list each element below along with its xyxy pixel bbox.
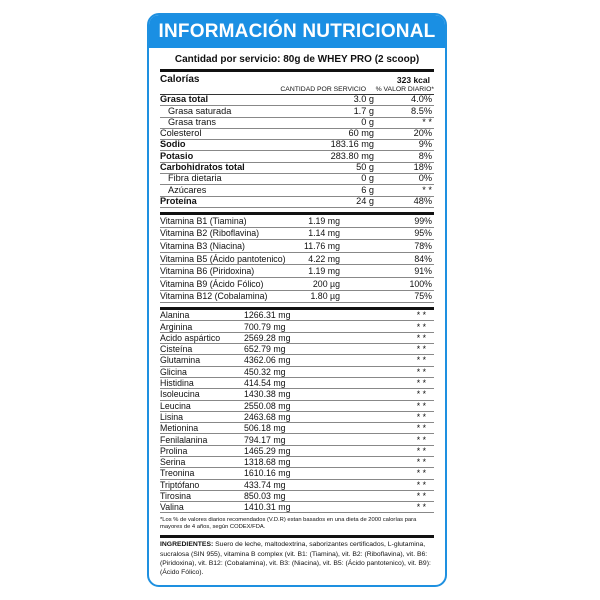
ingredients [160, 535, 434, 577]
aminoacid-row-amount: 450.32 mg [244, 366, 286, 377]
vitamin-row-dv: 84% [414, 253, 432, 264]
aminoacid-row [160, 333, 434, 344]
aminoacid-row-name: Leucina [160, 400, 191, 411]
aminoacid-row-dv: * * [416, 310, 426, 321]
aminoacid-row-amount: 2569.28 mg [244, 332, 291, 343]
nutrient-row-amount: 24 g [356, 195, 374, 206]
aminoacid-row-amount: 2463.68 mg [244, 411, 291, 422]
aminoacid-row-amount: 700.79 mg [244, 321, 286, 332]
vitamin-row-amount: 11.76 mg [303, 240, 340, 251]
nutrient-row-dv: 8% [418, 150, 432, 161]
nutrient-row-amount: 1.7 g [353, 105, 374, 116]
serving-size: Cantidad por servicio: 80g de WHEY PRO (2 scoop) [174, 54, 420, 65]
vitamin-row-name: Vitamina B3 (Niacina) [160, 240, 245, 251]
aminoacid-row [160, 378, 434, 389]
aminoacid-row [160, 401, 434, 412]
aminoacid-row-name: Arginina [160, 321, 193, 332]
aminoacid-row-dv: * * [416, 434, 426, 445]
nutrient-row-dv: 8.5% [411, 105, 432, 116]
aminoacid-row-name: Lisina [160, 411, 183, 422]
aminoacid-row-name: Acido aspártico [160, 332, 221, 343]
aminoacid-row-amount: 652.79 mg [244, 344, 286, 355]
nutrient-row [160, 174, 434, 185]
ingredients-text: Suero de leche, maltodextrina, saborizantes certificados, L-glutamina, sucralosa (SIN 955), vitamina B complex (vit. B1: (Tiamina), vit. B2: (Riboflavina), vit. B6: (Piridoxina), vit. B12: (Cobalamina), vit. B3: (Niacina), vit. B5: (Ácido pantotenico), vit. B9): (Ácido Fólico). [160, 541, 431, 577]
aminoacid-row-name: Fenilalanina [160, 434, 208, 445]
aminoacid-row [160, 468, 434, 479]
aminoacids-table [160, 310, 434, 513]
aminoacid-row-amount: 1318.68 mg [244, 457, 291, 468]
dv-column-header: % VALOR DIARIO* [375, 86, 434, 93]
nutrient-row-dv: 9% [418, 139, 432, 150]
aminoacid-row-amount: 506.18 mg [244, 423, 286, 434]
nutrient-row-amount: 50 g [356, 162, 374, 173]
aminoacid-row-amount: 1410.31 mg [244, 502, 291, 513]
nutrient-row [160, 129, 434, 140]
vitamin-row-dv: 91% [414, 266, 432, 277]
aminoacid-row-dv: * * [416, 355, 426, 366]
aminoacid-row-dv: * * [416, 423, 426, 434]
vitamin-row-amount: 4.22 mg [308, 253, 340, 264]
aminoacid-row-dv: * * [416, 366, 426, 377]
aminoacid-row-name: Metionina [160, 423, 199, 434]
vitamin-row [160, 240, 434, 253]
aminoacid-row-amount: 4362.06 mg [244, 355, 291, 366]
nutrient-row-dv: 4.0% [411, 94, 432, 105]
nutrient-row [160, 118, 434, 129]
nutrient-row-amount: 6 g [361, 184, 374, 195]
aminoacid-row [160, 457, 434, 468]
nutrient-row-name: Carbohidratos total [160, 162, 245, 173]
aminoacid-row-dv: * * [416, 445, 426, 456]
aminoacid-row-dv: * * [416, 468, 426, 479]
vitamin-row [160, 265, 434, 278]
nutrient-row-dv: * * [422, 184, 432, 195]
nutrient-row-name: Grasa total [160, 94, 208, 105]
aminoacid-row-name: Triptófano [160, 479, 200, 490]
vitamin-row-dv: 78% [414, 240, 432, 251]
vitamin-row-amount: 1.14 mg [308, 228, 340, 239]
aminoacid-row-name: Glutamina [160, 355, 201, 366]
nutrient-row [160, 163, 434, 174]
aminoacid-row-amount: 794.17 mg [244, 434, 286, 445]
aminoacid-row-amount: 1266.31 mg [244, 310, 291, 321]
vitamin-row-name: Vitamina B6 (Piridoxina) [160, 266, 255, 277]
vitamin-row-dv: 95% [414, 228, 432, 239]
aminoacid-row [160, 423, 434, 434]
aminoacid-row-name: Cisteína [160, 344, 193, 355]
aminoacid-row-dv: * * [416, 321, 426, 332]
aminoacid-row [160, 355, 434, 366]
vitamin-row-name: Vitamina B5 (Ácido pantotenico) [160, 253, 286, 264]
aminoacid-row [160, 310, 434, 321]
aminoacid-row [160, 480, 434, 491]
nutrient-row-amount: 60 mg [348, 128, 374, 139]
aminoacid-row [160, 446, 434, 457]
aminoacid-row-name: Prolina [160, 445, 188, 456]
nutrient-row-name: Azúcares [168, 184, 207, 195]
aminoacid-row-amount: 433.74 mg [244, 479, 286, 490]
nutrition-panel [160, 69, 434, 577]
aminoacid-row-name: Treonina [160, 468, 195, 479]
aminoacid-row [160, 367, 434, 378]
vitamin-row-amount: 1.19 mg [308, 215, 340, 226]
nutrient-row-dv: 18% [413, 162, 432, 173]
nutrient-row-dv: 0% [418, 173, 432, 184]
aminoacid-row-amount: 2550.08 mg [244, 400, 291, 411]
aminoacid-row-dv: * * [416, 479, 426, 490]
aminoacid-row [160, 412, 434, 423]
nutrient-row-amount: 3.0 g [353, 94, 374, 105]
aminoacid-row-dv: * * [416, 332, 426, 343]
aminoacid-row-name: Tirosina [160, 491, 191, 502]
nutrient-row [160, 140, 434, 151]
vitamin-row [160, 228, 434, 241]
nutrient-row-amount: 183.16 mg [330, 139, 374, 150]
vitamin-row [160, 278, 434, 291]
vitamin-row-name: Vitamina B12 (Cobalamina) [160, 291, 268, 302]
nutrition-label [147, 13, 447, 587]
vitamin-row-dv: 75% [414, 291, 432, 302]
nutrient-row-dv: 48% [413, 195, 432, 206]
aminoacid-row-amount: 850.03 mg [244, 491, 286, 502]
aminoacid-row-dv: * * [416, 389, 426, 400]
vitamin-row-dv: 99% [414, 215, 432, 226]
aminoacid-row-name: Valina [160, 502, 184, 513]
nutrient-row-name: Grasa trans [168, 116, 216, 127]
nutrient-row-amount: 0 g [361, 173, 374, 184]
nutrient-row-name: Proteína [160, 195, 197, 206]
vitamin-row-name: Vitamina B9 (Ácido Fólico) [160, 278, 264, 289]
vitamin-row-dv: 100% [409, 278, 432, 289]
nutrient-row-dv: 20% [413, 128, 432, 139]
nutrient-row [160, 185, 434, 196]
aminoacid-row-dv: * * [416, 411, 426, 422]
nutrient-row-amount: 283.80 mg [330, 150, 374, 161]
aminoacid-row [160, 502, 434, 513]
vitamin-row-amount: 1.80 µg [310, 291, 340, 302]
aminoacid-row-amount: 414.54 mg [244, 378, 286, 389]
vitamin-row-amount: 200 µg [312, 278, 340, 289]
vitamins-table [160, 215, 434, 303]
aminoacid-row-amount: 1430.38 mg [244, 389, 291, 400]
vitamin-row [160, 291, 434, 304]
aminoacid-row-dv: * * [416, 344, 426, 355]
vitamin-row-name: Vitamina B1 (Tiamina) [160, 215, 247, 226]
aminoacid-row-name: Glicina [160, 366, 187, 377]
vitamin-row [160, 253, 434, 266]
nutrient-row-name: Sodio [160, 139, 186, 150]
aminoacid-row-dv: * * [416, 457, 426, 468]
nutrient-row-amount: 0 g [361, 116, 374, 127]
amount-column-header: CANTIDAD POR SERVICIO [280, 86, 366, 93]
aminoacid-row-dv: * * [416, 502, 426, 513]
nutrient-row-dv: * * [422, 116, 432, 127]
aminoacid-row [160, 389, 434, 400]
aminoacid-row [160, 344, 434, 355]
aminoacid-row-name: Isoleucina [160, 389, 200, 400]
aminoacid-row [160, 321, 434, 332]
aminoacid-row-amount: 1610.16 mg [244, 468, 291, 479]
calories-row [160, 72, 434, 85]
ingredients-label: INGREDIENTES: [160, 541, 214, 549]
footnote: *Los % de valores diarios recomendados (V.D.R) estan basados en una dieta de 2000 calorías para mayores de 4 años, según CODEX/FDA. [160, 517, 417, 531]
aminoacid-row-dv: * * [416, 491, 426, 502]
aminoacid-row-dv: * * [416, 378, 426, 389]
label-title: INFORMACIÓN NUTRICIONAL [149, 15, 445, 48]
aminoacid-row [160, 434, 434, 445]
aminoacid-row-dv: * * [416, 400, 426, 411]
aminoacid-row [160, 491, 434, 502]
vitamin-row-amount: 1.19 mg [308, 266, 340, 277]
aminoacid-row-name: Histidina [160, 378, 194, 389]
nutrient-row-name: Colesterol [160, 128, 202, 139]
nutrient-row-name: Potasio [160, 150, 194, 161]
nutrient-row-name: Grasa saturada [168, 105, 232, 116]
nutrient-row [160, 151, 434, 162]
nutrient-row [160, 106, 434, 117]
vitamin-row-name: Vitamina B2 (Riboflavina) [160, 228, 260, 239]
calories-value: 323 kcal [396, 75, 430, 85]
aminoacid-row-amount: 1465.29 mg [244, 445, 291, 456]
nutrient-row [160, 95, 434, 106]
vitamin-row [160, 215, 434, 228]
nutrient-row [160, 197, 434, 208]
aminoacid-row-name: Serina [160, 457, 186, 468]
nutrients-table [160, 95, 434, 208]
nutrient-row-name: Fibra dietaria [168, 173, 222, 184]
calories-label: Calorías [160, 74, 200, 85]
aminoacid-row-name: Alanina [160, 310, 190, 321]
